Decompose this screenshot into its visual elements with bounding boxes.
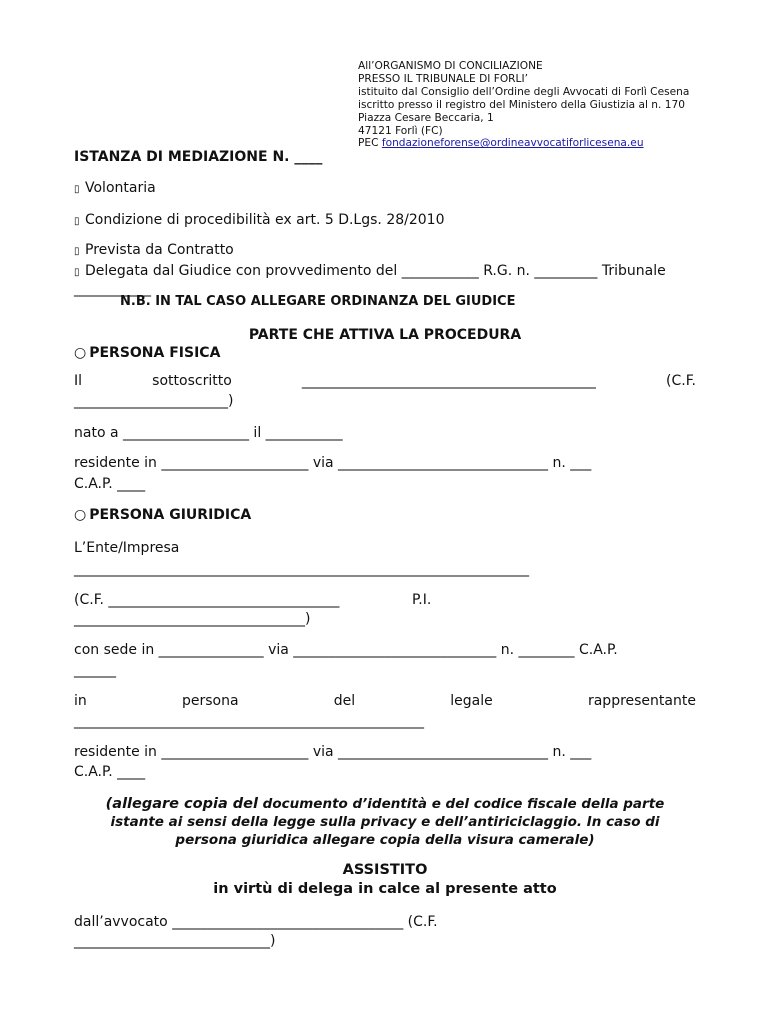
radio-icon[interactable]: ○	[74, 507, 87, 523]
checkbox-icon[interactable]: ▯	[74, 246, 80, 257]
option-volontaria[interactable]	[74, 180, 156, 196]
address-line-4: iscritto presso il registro del Ministero della Giustizia al n. 170	[358, 98, 685, 111]
cf-line[interactable]: (C.F. _________________________________	[74, 592, 340, 608]
ente-label: L’Ente/Impresa	[74, 540, 180, 556]
sede-line[interactable]: con sede in _______________ via _____________________________ n. ________ C.A.P.	[74, 642, 618, 658]
address-line-1: All’ORGANISMO DI CONCILIAZIONE	[358, 60, 543, 72]
allegare-note	[0, 795, 770, 849]
legale-word: legale	[450, 693, 493, 709]
rappresentante-blank[interactable]: __________________________________________________	[74, 713, 424, 729]
del-word: del	[333, 693, 356, 709]
allegare-line-1	[0, 795, 770, 813]
allegare-line-3: persona giuridica allegare copia della visura camerale)	[175, 832, 595, 848]
avvocato-line[interactable]: dall’avvocato _________________________________ (C.F.	[74, 914, 438, 930]
rappresentante-line	[74, 693, 696, 709]
persona-giuridica-heading: PERSONA GIURIDICA	[89, 507, 252, 523]
checkbox-icon[interactable]: ▯	[74, 267, 80, 278]
sede-blank[interactable]: ______	[74, 662, 116, 678]
nb-note: N.B. IN TAL CASO ALLEGARE ORDINANZA DEL GIUDICE	[120, 294, 516, 309]
checkbox-icon[interactable]: ▯	[74, 216, 80, 227]
address-line-5: Piazza Cesare Beccaria, 1	[358, 111, 494, 124]
address-line-3: istituito dal Consiglio dell’Ordine degli Avvocati di Forlì Cesena	[358, 85, 690, 98]
nato-line[interactable]: nato a __________________ il ___________	[74, 425, 343, 441]
ente-blank[interactable]: _________________________________________________________________	[74, 561, 529, 577]
radio-icon[interactable]: ○	[74, 345, 87, 361]
rappresentante-word: rappresentante	[587, 693, 696, 709]
option-condizione-label: Condizione di procedibilità ex art. 5 D.Lgs. 28/2010	[85, 212, 445, 228]
option-volontaria-label: Volontaria	[85, 180, 156, 196]
option-delegata-label: Delegata dal Giudice con provvedimento del ___________ R.G. n. _________ Tribunale	[85, 263, 666, 279]
name-blank[interactable]: __________________________________________	[301, 373, 596, 389]
cf-open: (C.F.	[666, 373, 696, 389]
address-pec	[358, 137, 689, 150]
allegare-line-2: istante ai sensi della legge sulla privacy e dell’antiriciclaggio. In caso di	[110, 814, 660, 830]
pi-blank[interactable]: _________________________________)	[74, 611, 311, 627]
pec-label: PEC	[358, 137, 379, 150]
address-line-2: PRESSO IL TRIBUNALE DI FORLI’	[358, 72, 528, 85]
option-delegata-continuation: ___________	[74, 281, 151, 297]
sottoscritto-line	[74, 373, 696, 389]
sottoscritto-word: sottoscritto	[152, 373, 232, 389]
in-word: in	[74, 693, 87, 709]
residente-line[interactable]: residente in _____________________ via ______________________________ n. ___	[74, 455, 592, 471]
option-prevista[interactable]	[74, 242, 234, 258]
allegare-line-1-start: (allegare copia del	[105, 796, 258, 812]
pi-label: P.I.	[412, 592, 432, 608]
cf-blank[interactable]: ______________________)	[74, 393, 234, 409]
persona-giuridica-option[interactable]	[74, 507, 251, 523]
allegare-line-1-rest: documento d’identità e del codice fiscale della parte	[257, 796, 665, 812]
persona-fisica-heading: PERSONA FISICA	[89, 345, 221, 361]
checkbox-icon[interactable]: ▯	[74, 184, 80, 195]
address-line-6: 47121 Forlì (FC)	[358, 124, 443, 137]
cap-line[interactable]: C.A.P. ____	[74, 476, 146, 492]
document-title: ISTANZA DI MEDIAZIONE N. ____	[74, 149, 323, 165]
parte-heading: PARTE CHE ATTIVA LA PROCEDURA	[248, 327, 522, 343]
recipient-address	[358, 60, 689, 150]
option-condizione[interactable]	[74, 212, 444, 228]
cap-giuridica-line[interactable]: C.A.P. ____	[74, 764, 146, 780]
persona-fisica-option[interactable]	[74, 345, 220, 361]
residente-giuridica-line[interactable]: residente in _____________________ via ______________________________ n. ___	[74, 744, 592, 760]
persona-word: persona	[181, 693, 239, 709]
il-word: Il	[74, 373, 83, 389]
assistito-heading: ASSISTITO	[342, 862, 428, 878]
option-prevista-label: Prevista da Contratto	[85, 242, 234, 258]
assistito-subheading: in virtù di delega in calce al presente atto	[213, 881, 557, 897]
pec-email-link[interactable]: fondazioneforense@ordineavvocatiforlicesena.eu	[381, 137, 644, 150]
option-delegata[interactable]	[74, 263, 666, 279]
avvocato-blank[interactable]: ____________________________)	[74, 933, 276, 949]
